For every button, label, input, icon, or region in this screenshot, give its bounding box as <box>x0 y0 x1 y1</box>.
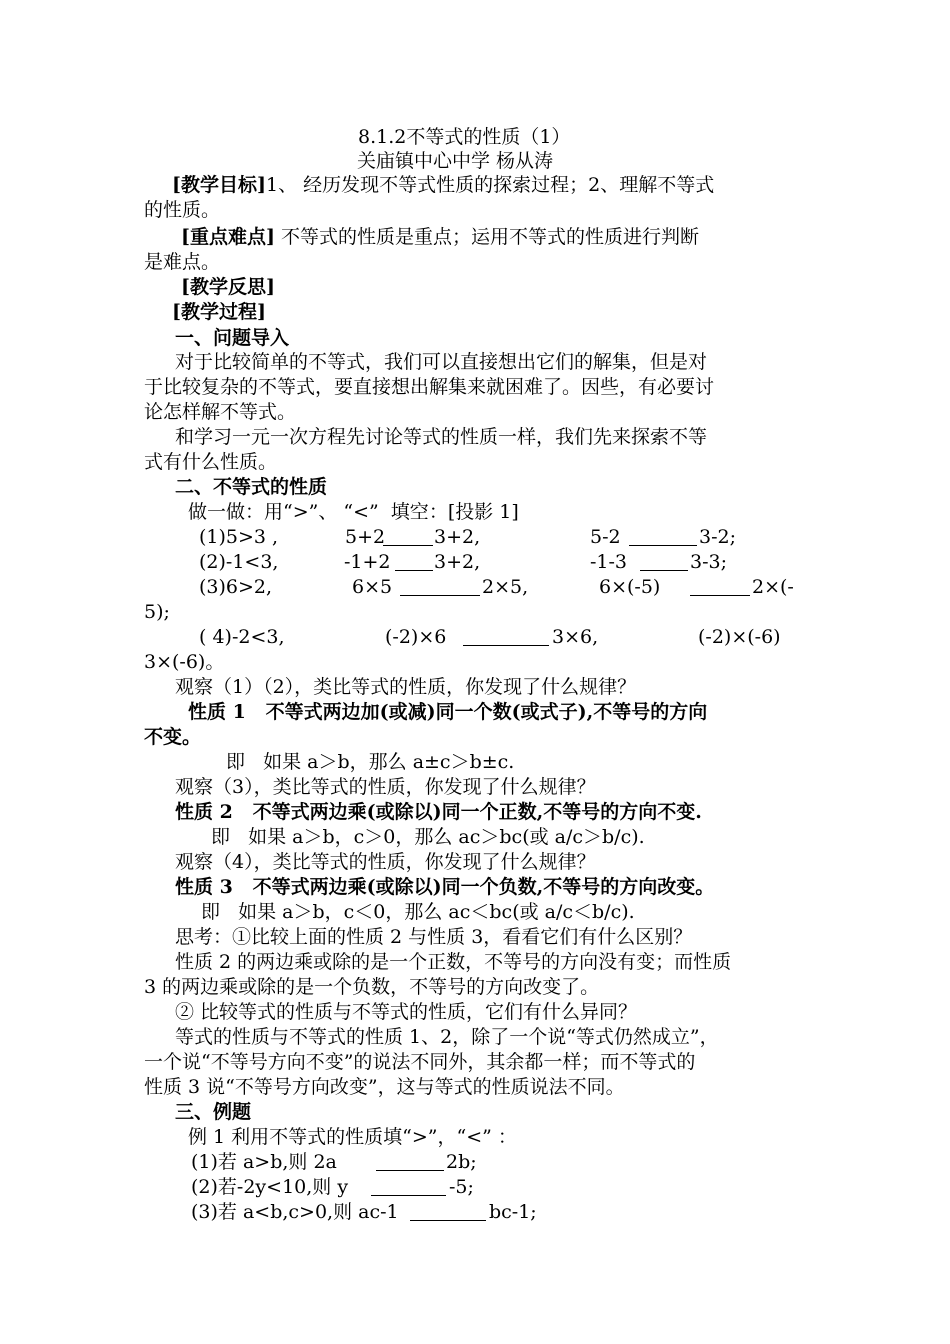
observation-3: 观察（4），类比等式的性质，你发现了什么规律？ <box>175 851 596 873</box>
objectives-line1: [教学目标]1、 经历发现不等式性质的探索过程；2、理解不等式 <box>172 174 715 196</box>
example-question: (3)若 a<b,c>0,则 ac-1 <box>191 1201 399 1223</box>
example-1: 例 1 利用不等式的性质填“>”，“<” ： <box>188 1126 517 1148</box>
exercise-text: 3+2, <box>434 551 481 573</box>
observation-1: 观察（1）（2），类比等式的性质，你发现了什么规律？ <box>175 676 637 698</box>
objectives-line2: 的性质。 <box>144 199 221 221</box>
paragraph-text: 性质 3 说“不等号方向改变”，这与等式的性质说法不同。 <box>144 1076 625 1098</box>
process-label: [教学过程] <box>172 301 266 323</box>
exercise-text: 2×5, <box>482 576 529 598</box>
exercise-text: 2×(- <box>752 576 794 598</box>
answer-blank[interactable] <box>371 1178 446 1196</box>
property-2: 性质 2 不等式两边乘(或除以)同一个正数,不等号的方向不变. <box>175 801 702 823</box>
keypoints-line2: 是难点。 <box>144 251 221 273</box>
section-3-heading: 三、例题 <box>175 1101 252 1123</box>
exercise-text: 3-3; <box>690 551 727 573</box>
doc-author: 关庙镇中心中学 杨从涛 <box>357 150 554 172</box>
paragraph-text: 一个说“不等号方向不变”的说法不同外，其余都一样；而不等式的 <box>144 1051 696 1073</box>
exercise-text: 3-2; <box>699 526 736 548</box>
example-question: bc-1; <box>489 1201 537 1223</box>
paragraph-text: 等式的性质与不等式的性质 1、2，除了一个说“等式仍然成立”， <box>175 1026 719 1048</box>
answer-blank[interactable] <box>395 553 433 571</box>
example-question: (2)若-2y<10,则 y <box>191 1176 355 1198</box>
paragraph-text: 论怎样解不等式。 <box>144 401 297 423</box>
exercise-text: (-2)×6 <box>385 626 447 648</box>
answer-blank[interactable] <box>376 1153 444 1171</box>
exercise-text: 5); <box>144 601 170 623</box>
example-question: 2b; <box>446 1151 477 1173</box>
paragraph-text: 3 的两边乘或除的是一个负数，不等号的方向改变了。 <box>144 976 600 998</box>
exercise-text: 3×(-6)。 <box>144 651 225 673</box>
paragraph-text: 于比较复杂的不等式，要直接想出解集来就困难了。因些，有必要讨 <box>144 376 715 398</box>
example-question: -5; <box>449 1176 474 1198</box>
exercise-text: (1)5>3 , <box>199 526 279 548</box>
objectives-label: [教学目标] <box>172 174 266 196</box>
exercise-text: 6×5 <box>352 576 393 598</box>
property-2-formula: 即 如果 a＞b，c＞0，那么 ac＞bc(或 a/c＞b/c). <box>211 826 645 848</box>
paragraph-text: 性质 2 的两边乘或除的是一个正数，不等号的方向没有变；而性质 <box>175 951 732 973</box>
doc-title: 8.1.2不等式的性质（1） <box>358 126 571 148</box>
exercise-text: -1-3 <box>590 551 628 573</box>
thinking-question-2: ② 比较等式的性质与不等式的性质，它们有什么异同？ <box>175 1001 638 1023</box>
answer-blank[interactable] <box>383 528 433 546</box>
task-line: 做一做：用“>”、 “<” 填空：[投影 1] <box>188 501 519 523</box>
property-3-formula: 即 如果 a＞b，c＜0，那么 ac＜bc(或 a/c＜b/c). <box>201 901 635 923</box>
exercise-text: 3×6, <box>552 626 599 648</box>
paragraph-text: 式有什么性质。 <box>144 451 278 473</box>
exercise-text: 5+2 <box>345 526 386 548</box>
exercise-text: ( 4)-2<3, <box>199 626 285 648</box>
thinking-question-1: 思考：①比较上面的性质 2 与性质 3，看看它们有什么区别？ <box>175 926 693 948</box>
exercise-text: -1+2 <box>344 551 391 573</box>
exercise-text: 3+2, <box>434 526 481 548</box>
exercise-text: (3)6>2, <box>199 576 273 598</box>
exercise-text: 6×(-5) <box>599 576 661 598</box>
answer-blank[interactable] <box>629 528 697 546</box>
answer-blank[interactable] <box>640 553 688 571</box>
reflection-label: [教学反思] <box>181 276 275 298</box>
answer-blank[interactable] <box>463 628 549 646</box>
property-1-cont: 不变。 <box>144 726 202 748</box>
paragraph-text: 对于比较简单的不等式，我们可以直接想出它们的解集，但是对 <box>175 351 708 373</box>
paragraph-text: 和学习一元一次方程先讨论等式的性质一样，我们先来探索不等 <box>175 426 708 448</box>
exercise-text: (2)-1<3, <box>199 551 279 573</box>
property-1-formula: 即 如果 a＞b，那么 a±c＞b±c. <box>226 751 515 773</box>
answer-blank[interactable] <box>400 578 480 596</box>
example-question: (1)若 a>b,则 2a <box>191 1151 337 1173</box>
answer-blank[interactable] <box>690 578 750 596</box>
keypoints-line1: [重点难点] 不等式的性质是重点；运用不等式的性质进行判断 <box>181 226 700 248</box>
section-1-heading: 一、问题导入 <box>175 327 290 349</box>
answer-blank[interactable] <box>410 1203 486 1221</box>
keypoints-label: [重点难点] <box>181 226 275 248</box>
exercise-text: (-2)×(-6) <box>698 626 781 648</box>
observation-2: 观察（3），类比等式的性质，你发现了什么规律？ <box>175 776 596 798</box>
property-3: 性质 3 不等式两边乘(或除以)同一个负数,不等号的方向改变。 <box>175 876 715 898</box>
exercise-text: 5-2 <box>590 526 621 548</box>
section-2-heading: 二、不等式的性质 <box>175 476 328 498</box>
property-1: 性质 1 不等式两边加(或减)同一个数(或式子),不等号的方向 <box>188 701 708 723</box>
